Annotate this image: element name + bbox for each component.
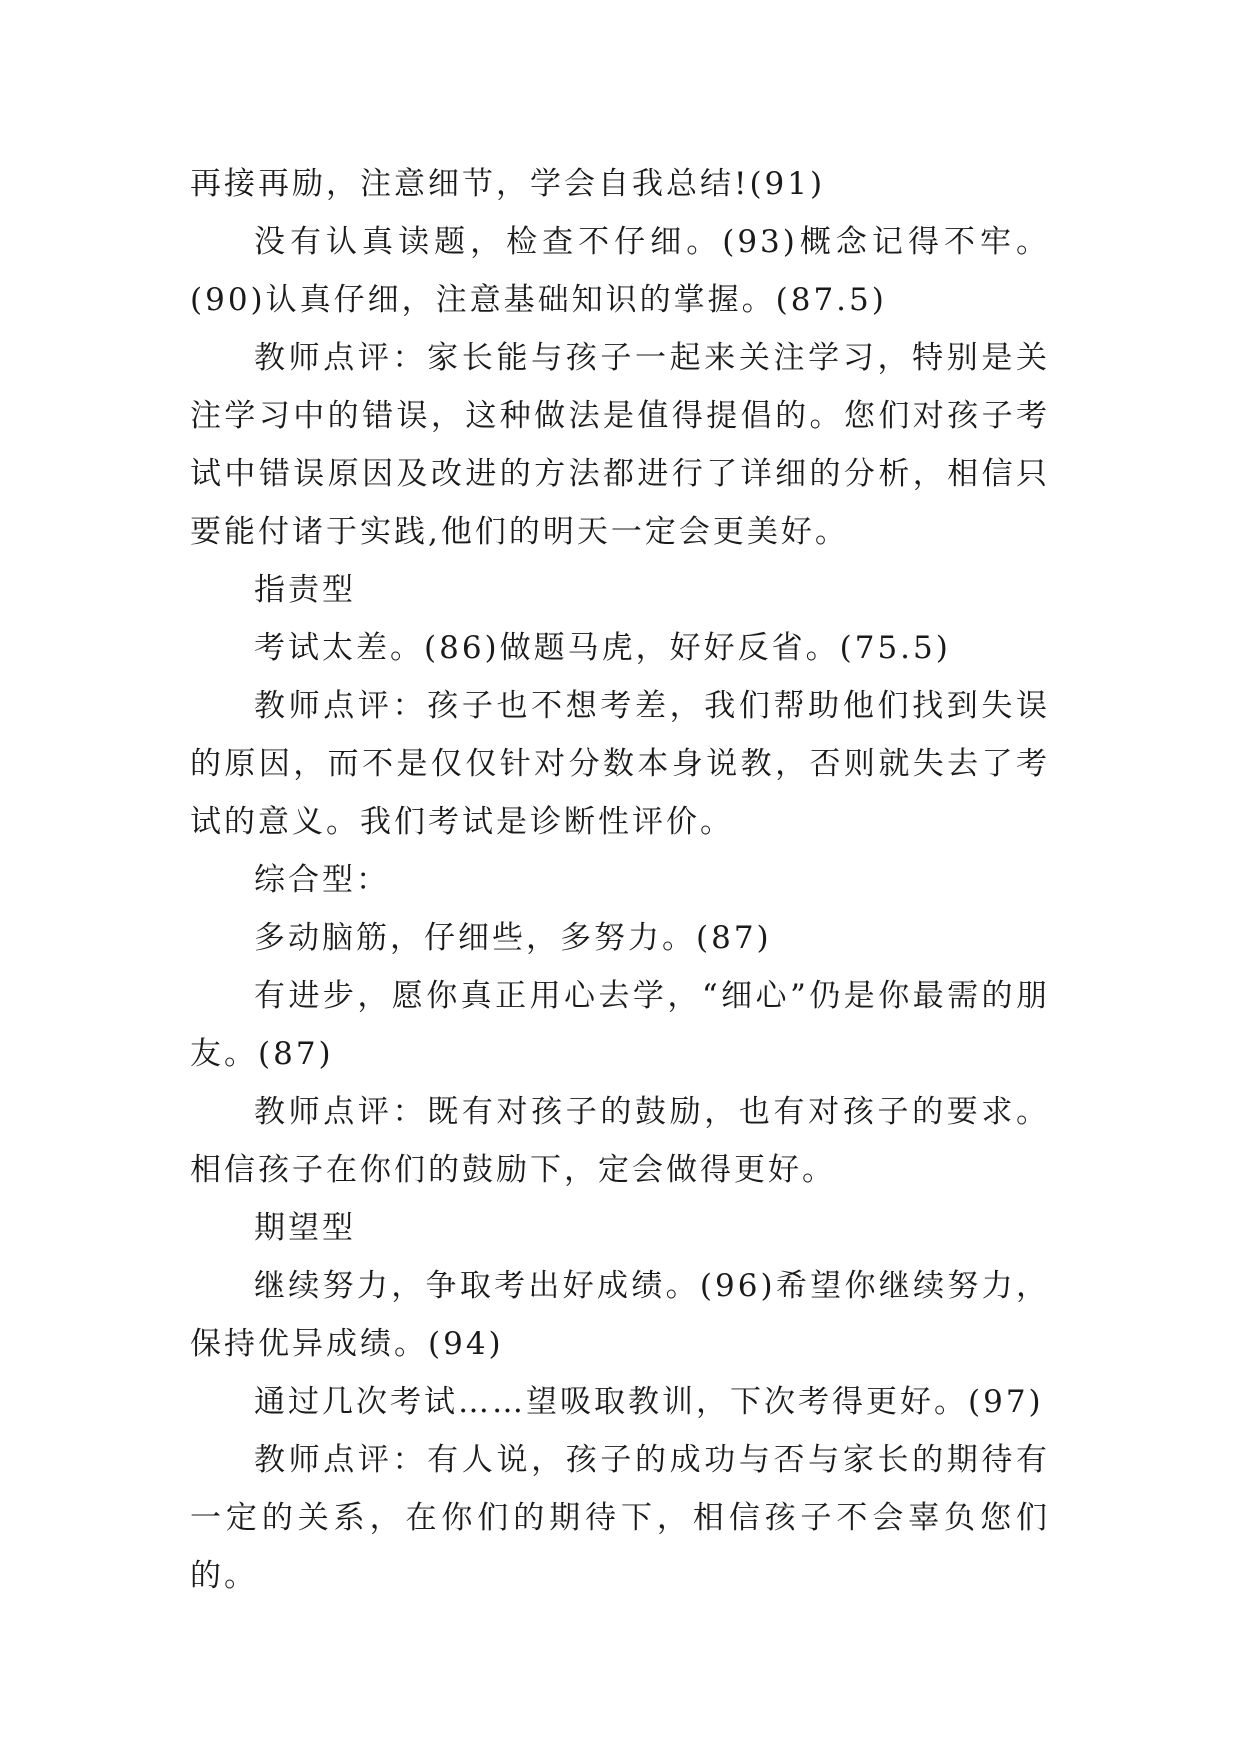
paragraph: 继续努力，争取考出好成绩。(96)希望你继续努力，保持优异成绩。(94) xyxy=(190,1268,1050,1362)
section-heading: 期望型 xyxy=(254,1210,356,1246)
paragraph: 没有认真读题，检查不仔细。(93)概念记得不牢。(90)认真仔细，注意基础知识的掌握。(87.5) xyxy=(190,224,1050,318)
teacher-comment-paragraph: 教师点评：家长能与孩子一起来关注学习，特别是关注学习中的错误，这种做法是值得提倡的。您们对孩子考试中错误原因及改进的方法都进行了详细的分析，相信只要能付诸于实践,他们的明天一定会更美好。 xyxy=(190,340,1050,550)
document-body xyxy=(190,155,1050,1605)
paragraph: 通过几次考试……望吸取教训，下次考得更好。(97) xyxy=(254,1384,1044,1420)
paragraph: 考试太差。(86)做题马虎，好好反省。(75.5) xyxy=(254,630,951,666)
section-heading: 指责型 xyxy=(254,572,356,608)
paragraph: 有进步，愿你真正用心去学，“细心”仍是你最需的朋友。(87) xyxy=(190,978,1050,1072)
teacher-comment-paragraph: 教师点评：既有对孩子的鼓励，也有对孩子的要求。相信孩子在你们的鼓励下，定会做得更好。 xyxy=(190,1094,1050,1188)
section-heading: 综合型： xyxy=(254,862,390,898)
paragraph: 再接再励，注意细节，学会自我总结!(91) xyxy=(190,166,826,202)
paragraph: 多动脑筋，仔细些，多努力。(87) xyxy=(254,920,772,956)
teacher-comment-paragraph: 教师点评：孩子也不想考差，我们帮助他们找到失误的原因，而不是仅仅针对分数本身说教，否则就失去了考试的意义。我们考试是诊断性评价。 xyxy=(190,688,1050,840)
teacher-comment-paragraph: 教师点评：有人说，孩子的成功与否与家长的期待有一定的关系，在你们的期待下，相信孩子不会辜负您们的。 xyxy=(190,1442,1050,1594)
